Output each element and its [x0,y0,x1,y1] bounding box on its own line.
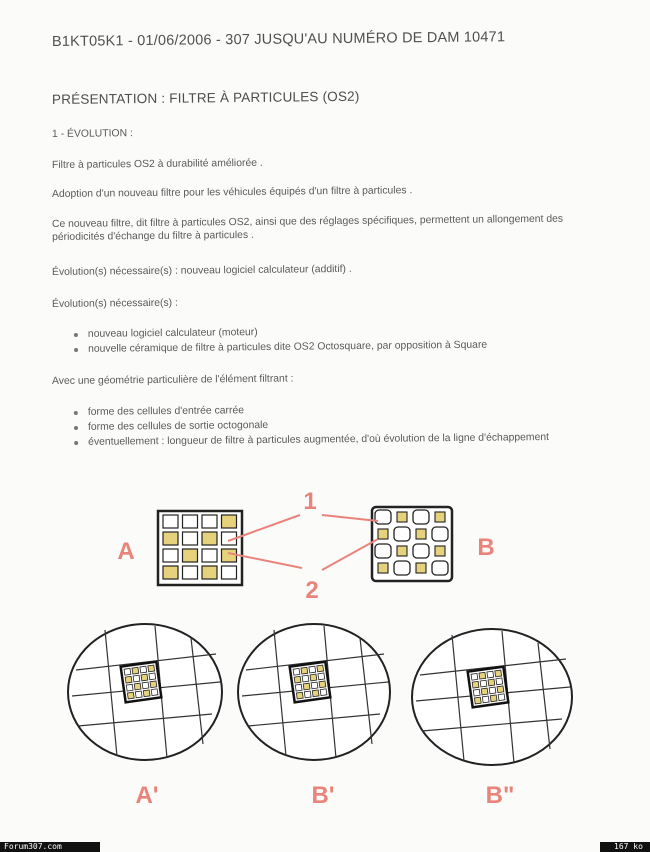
paragraph-4: Évolution(s) nécessaire(s) : nouveau logiciel calculateur (additif) . [51,263,352,278]
mini-grid-cell [150,681,157,688]
grid-cell [432,527,448,541]
label-b-double-prime: B" [485,782,515,809]
mini-grid-cell [498,694,505,701]
mini-grid-cell [481,688,488,695]
mini-grid-cell [294,676,301,683]
mini-grid-cell [311,682,318,689]
mini-grid-cell [295,684,302,691]
mini-grid-cell [133,675,140,682]
paragraph-5: Évolution(s) nécessaire(s) : [51,297,178,310]
grid-cell [435,512,445,522]
mini-grid-cell [296,692,303,699]
paragraph-1: Filtre à particules OS2 à durabilité améliorée . [51,157,263,171]
mini-grid-cell [124,668,131,675]
grid-cell [394,527,410,541]
list-item: nouveau logiciel calculateur (moteur) [74,323,554,341]
grid-cell [183,515,198,528]
mini-grid-cell [132,667,139,674]
grid-cell [435,546,445,556]
mini-grid-cell [151,689,158,696]
grid-cell [183,549,198,562]
document-header: B1KT05K1 - 01/06/2006 - 307 JUSQU'AU NUMÉRO DE DAM 10471 [51,29,506,50]
mini-grid-cell [480,680,487,687]
mini-grid-cell [309,666,316,673]
label-b: B [477,534,495,561]
mini-grid-cell [303,683,310,690]
mini-grid-cell [318,673,325,680]
mini-grid-cell [495,670,502,677]
grid-cell [163,532,178,545]
mini-grid-cell [148,665,155,672]
grid-cell [183,566,198,579]
section-heading: 1 - ÉVOLUTION : [51,128,133,140]
mini-grid-cell [312,690,319,697]
grid-cell [202,566,217,579]
grid-cell [183,532,198,545]
list-item: éventuellement : longueur de filtre à particules augmentée, d'où évolution de la ligne d'échappement [74,431,554,449]
mini-grid-cell [143,690,150,697]
grid-cell [222,549,237,562]
mini-grid-cell [142,682,149,689]
mini-grid-cell [140,666,147,673]
mini-grid-cell [301,667,308,674]
mini-grid-cell [135,691,142,698]
grid-cell [416,529,426,539]
mini-grid-cell [127,692,134,699]
mini-grid-cell [471,673,478,680]
paragraph-6: Avec une géométrie particulière de l'élément filtrant : [51,373,294,387]
filter-section-b-double-prime [412,629,572,765]
mini-grid-cell [472,681,479,688]
mini-grid-cell [474,697,481,704]
mini-grid-cell [126,684,133,691]
grid-cell [202,532,217,545]
list-item: forme des cellules de sortie octogonale [74,416,554,434]
mini-grid-cell [496,678,503,685]
grid-cell [413,544,429,558]
filter-section-a-prime [68,624,222,760]
footer-site: Forum307.com [0,842,100,852]
mini-grid-cell [304,691,311,698]
mini-grid-cell [125,676,132,683]
grid-cell [394,561,410,575]
document-title: PRÉSENTATION : FILTRE À PARTICULES (OS2) [51,88,360,107]
mini-grid-cell [473,689,480,696]
list-item: forme des cellules d'entrée carrée [74,401,554,419]
grid-cell [163,515,178,528]
callout-2: 2 [305,577,319,604]
grid-cell [222,566,237,579]
grid-cell [222,515,237,528]
grid-cell [432,561,448,575]
filter-section-b-prime [238,624,390,760]
mini-grid-cell [490,695,497,702]
mini-grid-cell [482,696,489,703]
grid-cell [413,510,429,524]
list-item: nouvelle céramique de filtre à particules dite OS2 Octosquare, par opposition à Square [74,338,554,356]
octosquare-filter-grid-b [372,507,452,581]
grid-cell [202,549,217,562]
grid-cell [202,515,217,528]
grid-cell [378,563,388,573]
grid-cell [397,546,407,556]
mini-grid-cell [141,674,148,681]
mini-grid-cell [497,686,504,693]
paragraph-2: Adoption d'un nouveau filtre pour les véhicules équipés d'un filtre à particules . [51,185,413,200]
callout-lines [228,515,378,570]
label-b-prime: B' [311,782,335,809]
grid-cell [375,544,391,558]
mini-grid-cell [487,671,494,678]
grid-cell [163,566,178,579]
label-a-prime: A' [135,782,159,809]
mini-grid-cell [317,665,324,672]
mini-grid-cell [310,674,317,681]
mini-grid-cell [488,679,495,686]
mini-grid-cell [149,673,156,680]
footer-size: 167 ko [600,842,650,852]
label-a: A [117,538,135,565]
mini-grid-cell [302,675,309,682]
grid-cell [378,529,388,539]
mini-grid-cell [293,668,300,675]
mini-grid-cell [319,681,326,688]
grid-cell [163,549,178,562]
mini-grid-cell [489,687,496,694]
grid-cell [397,512,407,522]
callout-1: 1 [303,488,317,515]
grid-cell [416,563,426,573]
square-filter-grid-a [158,511,242,585]
mini-grid-cell [134,683,141,690]
mini-grid-cell [320,689,327,696]
mini-grid-cell [479,672,486,679]
paragraph-3: Ce nouveau filtre, dit filtre à particules OS2, ainsi que des réglages spécifiques, permettent un allongement des périodicités d'échange du filtre à particules . [51,213,564,243]
